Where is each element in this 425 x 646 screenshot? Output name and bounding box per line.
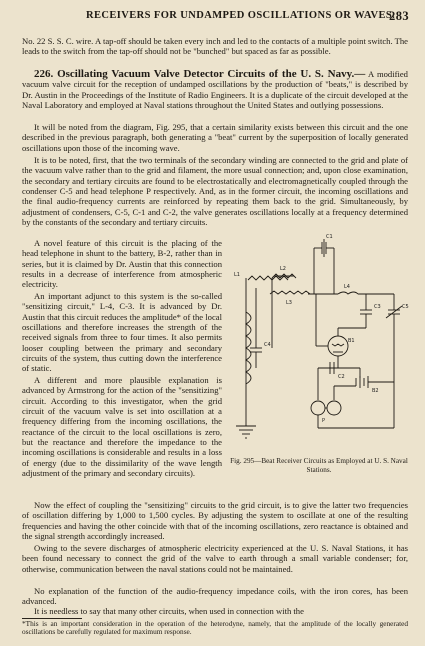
label-c3: C3 <box>374 304 381 310</box>
label-l2: L2 <box>280 266 286 272</box>
section-heading: 226. Oscillating Vacuum Valve Detector Circuits of the U. S. Navy.— <box>34 68 366 80</box>
paragraph-discharges: Owing to the severe discharges of atmospheric electricity experienced at the U. S. Naval Stations, it has been found necessary to connect the grid of the valve to earth through a small variable condenser; for, otherwise, communication between the naval stations could not be maintained. <box>22 543 408 574</box>
section-body: A modified vacuum valve circuit for the reception of undamped oscillations by the production of "beats," is described by Dr. Austin in the Proceedings of the Institute of Radio Engineers. It is a duplicate of the circuit developed at the Naval Laboratory and employed at Naval stations throughout the United States and outlying possessions. <box>22 69 408 111</box>
page-number: 283 <box>389 9 409 23</box>
paragraph-sensitizing: An important adjunct to this system is the so-called "sensitizing circuit," L-4, C-3. It is advanced by Dr. Austin that this circuit reduces the amplitude* of the local oscillations and therefore increases the strength of the received signals from three to four times. It also permits looser coupling between the primary and secondary circuits of the system, thus cutting down the interference of static. <box>22 291 222 374</box>
label-c4: C4 <box>264 342 271 348</box>
paragraph-similarity: It will be noted from the diagram, Fig. 295, that a certain similarity exists between this circuit and the one described in the previous paragraph, both generating a "beat" current by the superposition of locally generated oscillations upon those of the incoming wave. <box>22 122 408 153</box>
vacuum-valve <box>328 336 348 356</box>
circuit-schematic <box>226 228 412 452</box>
paragraph-wire-spec: No. 22 S. S. C. wire. A tap-off should be taken every inch and led to the contacts of a multiple point switch. The leads to the switch from the tap-off should not be "bunched" but spaced as far as possible. <box>22 36 408 57</box>
paragraph-needless: It is needless to say that many other circuits, when used in connection with the <box>34 606 304 616</box>
label-l1: L1 <box>234 272 240 278</box>
label-b2: B2 <box>372 388 379 394</box>
coil-l3 <box>270 291 310 294</box>
label-c1: C1 <box>326 234 333 240</box>
footnote: *This is an important consideration in the operation of the heterodyne, namely, that the amplitude of the locally generated oscillations be carefully regulated for maximum response. <box>22 619 408 637</box>
paragraph-armstrong: A different and more plausible explanation is advanced by Armstrong for the action of the "sensitizing" circuit. According to this investigator, when the grid circuit of the vacuum valve is set into oscillation at a frequency differing from the incoming oscillations, the reactance of the circuit to the local oscillations is zero, but the reactance and therefore the impedance to the incoming oscillations is considerable and results in a loss of energy (due to the dissimilarity of the wave length adjustment of the primary and secondary circuits). <box>22 375 222 479</box>
section-226 <box>22 69 408 110</box>
paragraph-no-explanation: No explanation of the function of the audio-frequency impedance coils, with the iron cores, has been advanced. <box>22 586 408 607</box>
running-title: RECEIVERS FOR UNDAMPED OSCILLATIONS OR WAVES. <box>86 10 396 21</box>
telephone-p <box>311 401 325 415</box>
label-l3: L3 <box>286 300 292 306</box>
figure-caption: Fig. 295—Beat Receiver Circuits as Employed at U. S. Naval Stations. <box>230 457 408 474</box>
label-c2: C2 <box>338 374 345 380</box>
paragraph-coupling: Now the effect of coupling the "sensitizing" circuits to the grid circuit, is to give the latter two frequencies of oscillation differing by 1,000 to 1,500 cycles. By adjusting the system to oscillate at one of the resulting frequencies and having the other coincide with that of the incoming oscillations, zero reactance is obtained and the signal strength accordingly increased. <box>22 500 408 542</box>
label-c5: C5 <box>402 304 409 310</box>
circuit-diagram <box>226 228 412 452</box>
label-b1: B1 <box>348 338 355 344</box>
coil-l4 <box>338 292 358 294</box>
paragraph-novel-feature: A novel feature of this circuit is the placing of the head telephone in shunt to the battery, B-2, rather than in series, but it is claimed by Dr. Austin that this connection results in a decrease of interference from atmospheric electricity. <box>22 238 222 290</box>
label-p: P <box>322 418 326 424</box>
paragraph-terminals: It is to be noted, first, that the two terminals of the secondary winding are connected to the grid and plate of the vacuum valve rather than to the grid and filament, the more usual connection; and, upon close examination, the secondary and tertiary circuits are found to be electrostatically and electromagnetically coupled through the condenser C-5 and head telephone P respectively. And, as in the former circuit, the incoming oscillations and the final audio-frequency currents are reinforced by repeating them back to the grid. Simultaneously, by adjustment of condensers, C-5, C-1 and C-2, the valve generates oscillations locally at a frequency determined by the constants of the secondary and tertiary circuits. <box>22 155 408 228</box>
running-header <box>22 9 409 25</box>
label-l4: L4 <box>344 284 350 290</box>
